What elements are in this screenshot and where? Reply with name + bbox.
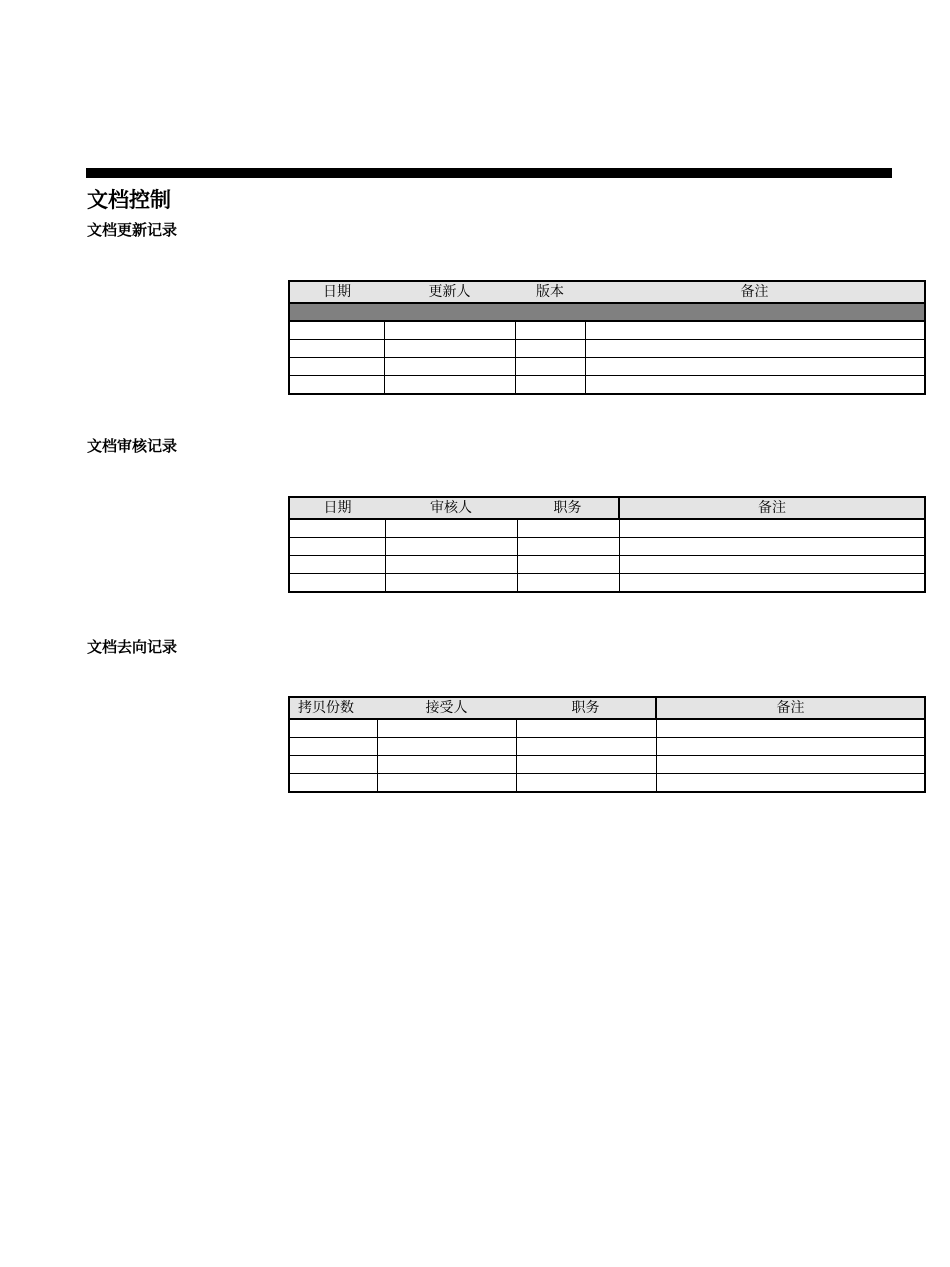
table-cell[interactable] xyxy=(619,574,925,593)
table-header-row xyxy=(289,281,925,303)
table-cell[interactable] xyxy=(289,538,385,556)
column-header-recipient: 接受人 xyxy=(377,697,516,719)
table-cell[interactable] xyxy=(656,774,925,793)
table-row xyxy=(289,556,925,574)
page-title: 文档控制 xyxy=(87,188,171,212)
table-cell[interactable] xyxy=(289,321,384,340)
table-cell[interactable] xyxy=(289,556,385,574)
table-cell[interactable] xyxy=(384,358,515,376)
table-cell[interactable] xyxy=(384,340,515,358)
table-cell[interactable] xyxy=(289,519,385,538)
table-cell[interactable] xyxy=(377,738,516,756)
table-cell[interactable] xyxy=(516,738,656,756)
table-cell[interactable] xyxy=(516,756,656,774)
table-cell[interactable] xyxy=(515,340,585,358)
table-cell[interactable] xyxy=(517,556,619,574)
table-cell[interactable] xyxy=(656,756,925,774)
section-title-distribution-record: 文档去向记录 xyxy=(87,638,178,656)
table-cell[interactable] xyxy=(516,774,656,793)
table-cell[interactable] xyxy=(515,321,585,340)
table-cell[interactable] xyxy=(585,358,925,376)
table-row xyxy=(289,519,925,538)
table-row xyxy=(289,574,925,593)
column-header-date: 日期 xyxy=(289,281,384,303)
table-row xyxy=(289,738,925,756)
header-shade-band xyxy=(289,303,925,321)
top-rule xyxy=(86,168,892,178)
table-cell[interactable] xyxy=(289,358,384,376)
table-row xyxy=(289,321,925,340)
table-cell[interactable] xyxy=(619,519,925,538)
table-row xyxy=(289,358,925,376)
table-row xyxy=(289,756,925,774)
column-header-updater: 更新人 xyxy=(384,281,515,303)
table-header-row xyxy=(289,497,925,519)
table-cell[interactable] xyxy=(385,574,517,593)
section-title-update-record: 文档更新记录 xyxy=(87,221,178,239)
table-header-row xyxy=(289,697,925,719)
table-cell[interactable] xyxy=(384,321,515,340)
table-row xyxy=(289,376,925,395)
table-cell[interactable] xyxy=(619,556,925,574)
table-cell[interactable] xyxy=(384,376,515,395)
column-header-position: 职务 xyxy=(516,697,656,719)
table-cell[interactable] xyxy=(385,519,517,538)
review-record-table xyxy=(288,496,926,593)
update-record-table xyxy=(288,280,926,395)
table-cell[interactable] xyxy=(517,538,619,556)
column-header-remarks: 备注 xyxy=(656,697,925,719)
table-cell[interactable] xyxy=(289,376,384,395)
table-cell[interactable] xyxy=(619,538,925,556)
table-cell[interactable] xyxy=(515,376,585,395)
table-row xyxy=(289,538,925,556)
table-cell[interactable] xyxy=(515,358,585,376)
table-row xyxy=(289,340,925,358)
table-cell[interactable] xyxy=(289,756,377,774)
table-cell[interactable] xyxy=(516,719,656,738)
column-header-remarks: 备注 xyxy=(585,281,925,303)
section-title-review-record: 文档审核记录 xyxy=(87,437,178,455)
table-cell[interactable] xyxy=(517,574,619,593)
table-cell[interactable] xyxy=(289,738,377,756)
distribution-record-table xyxy=(288,696,926,793)
table-cell[interactable] xyxy=(585,376,925,395)
table-cell[interactable] xyxy=(377,774,516,793)
table-cell[interactable] xyxy=(289,574,385,593)
table-cell[interactable] xyxy=(585,340,925,358)
column-header-date: 日期 xyxy=(289,497,385,519)
table-row xyxy=(289,719,925,738)
column-header-reviewer: 审核人 xyxy=(385,497,517,519)
table-cell[interactable] xyxy=(517,519,619,538)
table-row xyxy=(289,774,925,793)
table-cell[interactable] xyxy=(585,321,925,340)
column-header-position: 职务 xyxy=(517,497,619,519)
column-header-remarks: 备注 xyxy=(619,497,925,519)
table-cell[interactable] xyxy=(289,340,384,358)
table-cell[interactable] xyxy=(656,719,925,738)
table-cell[interactable] xyxy=(377,756,516,774)
table-cell[interactable] xyxy=(377,719,516,738)
table-cell[interactable] xyxy=(289,774,377,793)
table-cell[interactable] xyxy=(385,538,517,556)
column-header-version: 版本 xyxy=(515,281,585,303)
table-cell[interactable] xyxy=(385,556,517,574)
table-cell[interactable] xyxy=(656,738,925,756)
column-header-copies: 拷贝份数 xyxy=(289,697,377,719)
table-cell[interactable] xyxy=(289,719,377,738)
